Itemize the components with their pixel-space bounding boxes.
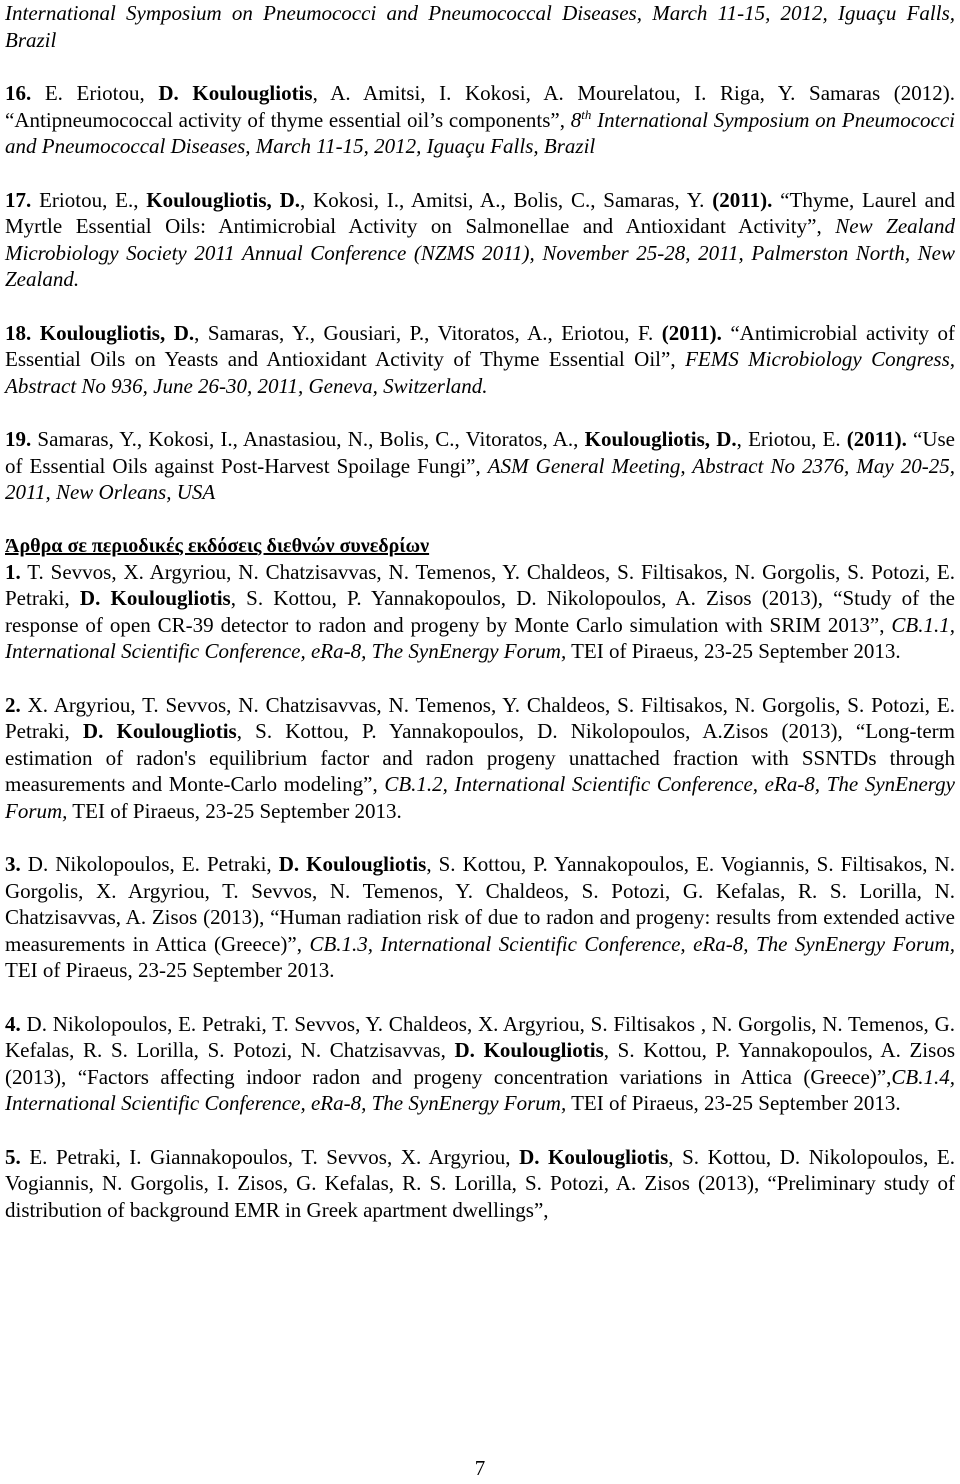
publication-details: , S. Kottou, P. Yannakopoulos, E. Vogiannis, S. Filtisakos, N. Gorgolis, X. Argyriou, T. Sevvos, N. Temenos, Y. Chaldeos, S. Potozi, G. Kefalas, R. S. Lorilla, N. Chatzisavvas, A. Zisos (2013), “Human radiation risk of due to radon and progeny: results from extended active measurements in Attica (Greece)”, bbox=[5, 852, 955, 956]
publication-details: , S. Kottou, P. Yannakopoulos, D. Nikolopoulos, A.Zisos (2013), “Long-term estimation of radon's equilibrium factor and radon progeny unattached fraction with SSNTDs through measurements and Monte-Carlo modeling”, bbox=[5, 719, 955, 796]
highlighted-author: D. Koulougliotis bbox=[158, 81, 313, 105]
publication-location: TEI of Piraeus, 23-25 September 2013. bbox=[566, 639, 901, 663]
reference-authors-rest: , Samaras, Y., Gousiari, P., Vitoratos, A., Eriotou, F. bbox=[194, 320, 662, 345]
continued-venue: International Symposium on Pneumococci and Pneumococcal Diseases, March 11-15, 2012, Iguaçu Falls, Brazil bbox=[5, 1, 955, 52]
reference-number: 16. bbox=[5, 81, 32, 105]
document-page bbox=[5, 0, 955, 1223]
publication-number: 1. bbox=[5, 559, 21, 584]
reference-title: “Antimicrobial activity of Essential Oils on Yeasts and Antioxidant Activity of Thyme Essential Oil”, bbox=[5, 320, 955, 371]
highlighted-author: D. Koulougliotis bbox=[278, 852, 427, 876]
highlighted-author: D. Koulougliotis bbox=[454, 1038, 604, 1062]
publication-venue: CB.1.3, International Scientific Conference, eRa-8, The SynEnergy Forum, bbox=[309, 931, 955, 956]
reference-number: 18. bbox=[5, 320, 32, 345]
reference-authors-rest: , Eriotou, E. bbox=[736, 427, 847, 451]
reference-venue: New Zealand Microbiology Society 2011 Annual Conference (NZMS 2011), November 25-28, 2011, Palmerston North, New Zealand. bbox=[5, 214, 955, 291]
reference-19 bbox=[5, 426, 955, 506]
reference-year: (2011). bbox=[661, 320, 722, 345]
ordinal-number: 8 bbox=[570, 107, 582, 132]
publication-venue: CB.1.4, International Scientific Conference, eRa-8, The SynEnergy Forum, bbox=[5, 1064, 955, 1115]
publication-details: , S. Kottou, D. Nikolopoulos, E. Vogiannis, N. Gorgolis, I. Zisos, G. Kefalas, R. S. Lorilla, S. Potozi, A. Zisos (2013), “Preliminary study of distribution of background EMR in Greek apartment dwellings”, bbox=[5, 1144, 955, 1222]
publication-4 bbox=[5, 1011, 955, 1117]
publication-2 bbox=[5, 692, 955, 825]
reference-number: 19. bbox=[5, 427, 32, 451]
publication-number: 3. bbox=[5, 852, 21, 876]
reference-authors-rest: , Kokosi, I., Amitsi, A., Bolis, C., Samaras, Y. bbox=[299, 187, 713, 212]
publication-authors: D. Nikolopoulos, E. Petraki, T. Sevvos, Y. Chaldeos, X. Argyriou, S. Filtisakos , N. Gorgolis, N. Temenos, G. Kefalas, R. S. Lorilla, S. Potozi, N. Chatzisavvas, bbox=[5, 1011, 955, 1062]
publication-location: TEI of Piraeus, 23-25 September 2013. bbox=[67, 798, 402, 823]
publication-number: 2. bbox=[5, 692, 21, 717]
reference-venue: ASM General Meeting, Abstract No 2376, May 20-25, 2011, New Orleans, USA bbox=[5, 453, 955, 504]
reference-venue: International Symposium on Pneumococci and Pneumococcal Diseases, March 11-15, 2012, Iguaçu Falls, Brazil bbox=[5, 107, 956, 158]
publication-venue: CB.1.2, International Scientific Conference, eRa-8, The SynEnergy Forum, bbox=[5, 772, 955, 823]
reference-title: “Thyme, Laurel and Myrtle Essential Oils: Antimicrobial Activity on Salmonellae and Antioxidant Activity”, bbox=[5, 187, 955, 238]
reference-venue: FEMS Microbiology Congress, Abstract No 936, June 26-30, 2011, Geneva, Switzerland. bbox=[5, 347, 955, 398]
page-number: 7 bbox=[474, 1456, 486, 1480]
continued-reference bbox=[5, 0, 955, 53]
reference-details: , A. Amitsi, I. Kokosi, A. Mourelatou, I. Riga, Y. Samaras (2012). “Antipneumococcal activity of thyme essential oil’s components”, bbox=[5, 81, 955, 132]
highlighted-author: Koulougliotis, D. bbox=[584, 427, 737, 451]
publication-1 bbox=[5, 559, 955, 665]
highlighted-author: Koulougliotis, D. bbox=[31, 320, 195, 345]
highlighted-author: D. Koulougliotis bbox=[79, 586, 231, 610]
publication-authors: E. Petraki, I. Giannakopoulos, T. Sevvos, X. Argyriou, bbox=[20, 1144, 520, 1169]
highlighted-author: D. Koulougliotis bbox=[519, 1144, 669, 1169]
highlighted-author: Koulougliotis, D. bbox=[146, 187, 300, 212]
reference-18 bbox=[5, 320, 955, 400]
publication-location: TEI of Piraeus, 23-25 September 2013. bbox=[566, 1091, 901, 1115]
reference-16 bbox=[5, 80, 955, 160]
reference-authors: Eriotou, E., bbox=[31, 187, 147, 212]
publication-number: 4. bbox=[5, 1011, 21, 1036]
publication-location: TEI of Piraeus, 23-25 September 2013. bbox=[5, 958, 335, 982]
ordinal-suffix: th bbox=[581, 106, 592, 122]
publication-authors: X. Argyriou, T. Sevvos, N. Chatzisavvas, N. Temenos, Y. Chaldeos, S. Filtisakos, N. Gorgolis, S. Potozi, E. Petraki, bbox=[5, 692, 955, 743]
publication-authors: D. Nikolopoulos, E. Petraki, bbox=[20, 852, 279, 876]
reference-17 bbox=[5, 187, 955, 293]
highlighted-author: D. Koulougliotis bbox=[82, 719, 237, 743]
reference-year: (2011). bbox=[846, 427, 907, 451]
publication-authors: T. Sevvos, X. Argyriou, N. Chatzisavvas, N. Temenos, Y. Chaldeos, S. Filtisakos, N. Gorgolis, S. Potozi, E. Petraki, bbox=[5, 559, 955, 610]
publication-5 bbox=[5, 1144, 955, 1224]
section-heading: Άρθρα σε περιοδικές εκδόσεις διεθνών συνεδρίων bbox=[5, 534, 430, 557]
reference-number: 17. bbox=[5, 187, 32, 212]
publication-details: , S. Kottou, P. Yannakopoulos, A. Zisos (2013), “Factors affecting indoor radon and progeny concentration variations in Attica (Greece)”, bbox=[5, 1038, 955, 1089]
publication-number: 5. bbox=[5, 1144, 21, 1169]
publication-venue: CB.1.1, International Scientific Conference, eRa-8, The SynEnergy Forum, bbox=[5, 612, 955, 663]
reference-authors: Samaras, Y., Kokosi, I., Anastasiou, N., Bolis, C., Vitoratos, A., bbox=[31, 427, 585, 451]
publication-details: , S. Kottou, P. Yannakopoulos, D. Nikolopoulos, A. Zisos (2013), “Study of the response of open CR-39 detector to radon and progeny by Monte Carlo simulation with SRIM 2013”, bbox=[5, 586, 955, 637]
publication-3 bbox=[5, 851, 955, 984]
reference-year: (2011). bbox=[712, 187, 773, 212]
reference-title: “Use of Essential Oils against Post-Harvest Spoilage Fungi”, bbox=[5, 427, 955, 478]
reference-authors: E. Eriotou, bbox=[31, 81, 159, 105]
